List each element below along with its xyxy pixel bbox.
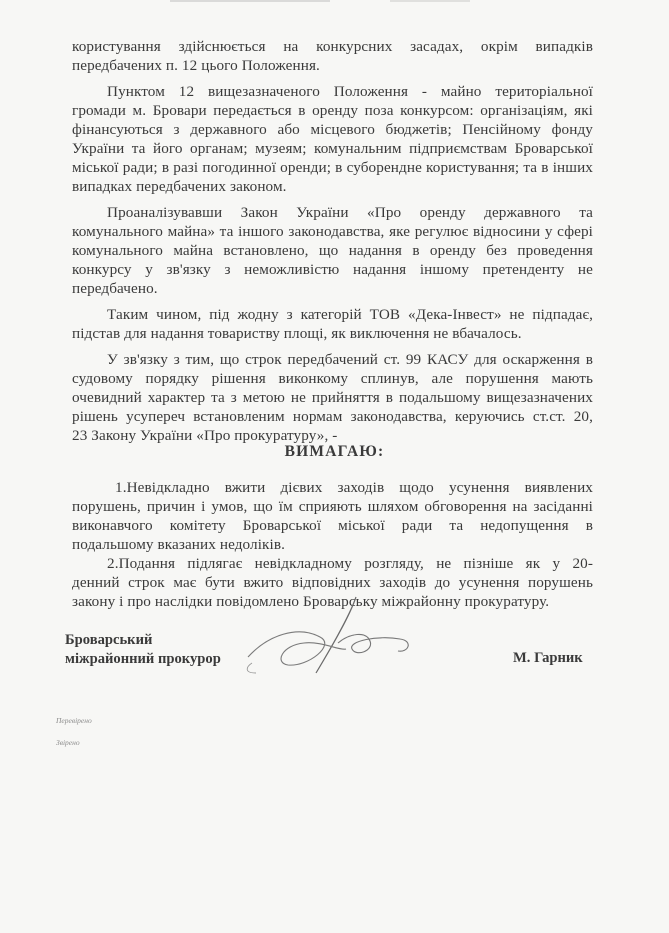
text-line: 2.Подання підлягає невідкладному розгляду, не пізніше як у 20- [107, 555, 593, 572]
text-line: передбачено. [72, 280, 158, 297]
text-line: судовому порядку рішення виконкому сплинув, але порушення мають [72, 370, 593, 387]
text-line: передбачених п. 12 цього Положення. [72, 57, 320, 74]
text-line: громади м. Бровари передається в оренду поза конкурсом: організаціям, які [72, 102, 593, 119]
text-line: денний строк має бути вжито відповідних заходів до усунення порушень [72, 574, 593, 591]
handwritten-signature [238, 585, 473, 695]
text-line: комунального майна» та іншого законодавства, яке регулює відносини у сфері [72, 223, 593, 240]
text-line: конкурсу у зв'язку з неможливістю надання іншому претенденту не [72, 261, 593, 278]
text-line: міської ради; в разі погодинної оренди; в суборендне користування; та в інших [72, 159, 593, 176]
text-line: Таким чином, під жодну з категорій ТОВ «Дека-Інвест» не підпадає, [107, 306, 593, 323]
text-line: 23 Закону України «Про прокуратуру», - [72, 427, 338, 444]
small-note: Перевірено [56, 716, 92, 725]
text-line: 1.Невідкладно вжити дієвих заходів щодо усунення виявлених [115, 479, 593, 496]
text-line: закону і про наслідки повідомлено Броварську міжрайонну прокуратуру. [72, 593, 550, 610]
text-line: комунального майна встановлено, що надання в оренду без проведення [72, 242, 593, 259]
text-line: У зв'язку з тим, що строк передбачений ст. 99 КАСУ для оскарження в [107, 351, 593, 368]
signatory-title-line2: міжрайонний прокурор [65, 651, 221, 667]
text-line: підстав для надання товариству площі, як виключення не вбачалось. [72, 325, 522, 342]
text-line: виконавчого комітету Броварської міської ради та недопущення в [72, 517, 593, 534]
text-line: подальшому вказаних недоліків. [72, 536, 285, 553]
text-line: користування здійснюється на конкурсних засадах, окрім випадків [72, 38, 593, 55]
text-line: фінансуються з державного або місцевого бюджетів; Пенсійному фонду [72, 121, 593, 138]
text-line: Проаналізувавши Закон України «Про оренду державного та [107, 204, 593, 221]
text-line: випадках передбачених законом. [72, 178, 287, 195]
demand-heading: ВИМАГАЮ: [284, 443, 385, 460]
text-line: України та його органам; музеям; комунальним підприємствам Броварської [72, 140, 593, 157]
small-note: Звірено [56, 738, 80, 747]
text-line: Пунктом 12 вищезазначеного Положення - майно територіальної [107, 83, 593, 100]
text-line: порушень, причин і умов, що їм сприяють шляхом обговорення на засіданні [72, 498, 593, 515]
top-edge-marks [0, 0, 669, 8]
text-line: очевидний характер та з метою не прийняття в подальшому вищезазначених [72, 389, 593, 406]
signatory-title-line1: Броварський [65, 632, 153, 648]
signatory-name: М. Гарник [513, 650, 583, 666]
text-line: рішень усупереч встановленим нормам законодавства, керуючись ст.ст. 20, [72, 408, 593, 425]
